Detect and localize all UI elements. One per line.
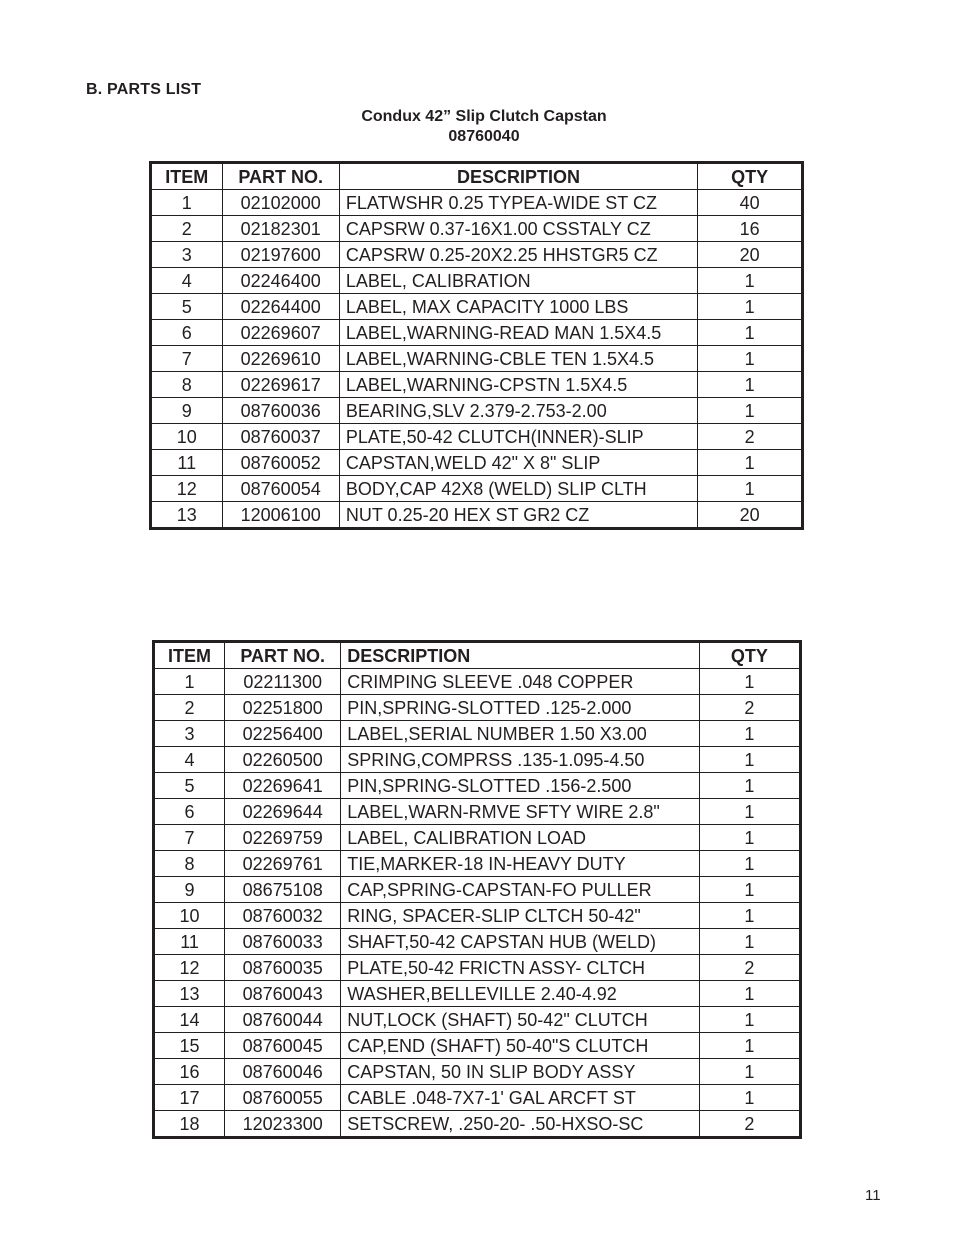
item-cell: 4 [154, 747, 225, 773]
table-row [154, 1085, 801, 1111]
item-cell: 1 [151, 190, 223, 216]
item-cell: 16 [154, 1059, 225, 1085]
header-part-no: PART NO. [222, 163, 339, 190]
table-row [154, 929, 801, 955]
table-row [151, 320, 803, 346]
header-part-no: PART NO. [225, 642, 341, 669]
part-number-cell: 02182301 [222, 216, 339, 242]
description-cell: PIN,SPRING-SLOTTED .156-2.500 [341, 773, 700, 799]
part-number-cell: 02260500 [225, 747, 341, 773]
qty-cell: 1 [699, 1007, 800, 1033]
part-number-cell: 08760037 [222, 424, 339, 450]
part-number-cell: 02246400 [222, 268, 339, 294]
description-cell: CAP,END (SHAFT) 50-40"S CLUTCH [341, 1033, 700, 1059]
qty-cell: 1 [699, 981, 800, 1007]
part-number-cell: 02256400 [225, 721, 341, 747]
part-number-cell: 02269607 [222, 320, 339, 346]
part-number-cell: 02269617 [222, 372, 339, 398]
qty-cell: 40 [698, 190, 803, 216]
part-number-cell: 08760043 [225, 981, 341, 1007]
table-row [154, 825, 801, 851]
table-row [154, 903, 801, 929]
qty-cell: 1 [699, 721, 800, 747]
description-cell: RING, SPACER-SLIP CLTCH 50-42" [341, 903, 700, 929]
item-cell: 5 [154, 773, 225, 799]
description-cell: NUT 0.25-20 HEX ST GR2 CZ [339, 502, 697, 529]
item-cell: 8 [151, 372, 223, 398]
item-cell: 17 [154, 1085, 225, 1111]
table-row [151, 216, 803, 242]
part-number-cell: 12006100 [222, 502, 339, 529]
item-cell: 12 [154, 955, 225, 981]
part-number-cell: 08760045 [225, 1033, 341, 1059]
table-row [154, 981, 801, 1007]
description-cell: CAPSRW 0.37-16X1.00 CSSTALY CZ [339, 216, 697, 242]
description-cell: LABEL, MAX CAPACITY 1000 LBS [339, 294, 697, 320]
description-cell: LABEL,WARN-RMVE SFTY WIRE 2.8" [341, 799, 700, 825]
table-row [154, 773, 801, 799]
description-cell: LABEL,WARNING-CBLE TEN 1.5X4.5 [339, 346, 697, 372]
item-cell: 9 [151, 398, 223, 424]
item-cell: 2 [151, 216, 223, 242]
qty-cell: 1 [698, 320, 803, 346]
qty-cell: 1 [698, 450, 803, 476]
table-row [151, 424, 803, 450]
qty-cell: 1 [698, 268, 803, 294]
table-row [151, 346, 803, 372]
qty-cell: 1 [698, 346, 803, 372]
item-cell: 13 [154, 981, 225, 1007]
document-part-number: 08760040 [448, 128, 520, 145]
part-number-cell: 02211300 [225, 669, 341, 695]
description-cell: CAP,SPRING-CAPSTAN-FO PULLER [341, 877, 700, 903]
document-title: Condux 42” Slip Clutch Capstan [361, 108, 607, 125]
description-cell: LABEL,SERIAL NUMBER 1.50 X3.00 [341, 721, 700, 747]
part-number-cell: 08760036 [222, 398, 339, 424]
part-number-cell: 02269641 [225, 773, 341, 799]
qty-cell: 2 [698, 424, 803, 450]
section-heading: B. PARTS LIST [86, 81, 202, 98]
qty-cell: 20 [698, 502, 803, 529]
description-cell: CAPSTAN, 50 IN SLIP BODY ASSY [341, 1059, 700, 1085]
header-description: DESCRIPTION [341, 642, 700, 669]
qty-cell: 1 [698, 372, 803, 398]
table-row [151, 190, 803, 216]
part-number-cell: 08760032 [225, 903, 341, 929]
item-cell: 6 [151, 320, 223, 346]
table-row [154, 1033, 801, 1059]
part-number-cell: 02264400 [222, 294, 339, 320]
description-cell: CRIMPING SLEEVE .048 COPPER [341, 669, 700, 695]
description-cell: PLATE,50-42 CLUTCH(INNER)-SLIP [339, 424, 697, 450]
header-qty: QTY [698, 163, 803, 190]
description-cell: NUT,LOCK (SHAFT) 50-42" CLUTCH [341, 1007, 700, 1033]
qty-cell: 1 [699, 877, 800, 903]
description-cell: LABEL, CALIBRATION LOAD [341, 825, 700, 851]
qty-cell: 2 [699, 695, 800, 721]
table-row [151, 450, 803, 476]
part-number-cell: 02251800 [225, 695, 341, 721]
table-row [154, 877, 801, 903]
qty-cell: 1 [699, 669, 800, 695]
qty-cell: 2 [699, 955, 800, 981]
description-cell: FLATWSHR 0.25 TYPEA-WIDE ST CZ [339, 190, 697, 216]
table-row [151, 476, 803, 502]
header-item: ITEM [154, 642, 225, 669]
header-item: ITEM [151, 163, 223, 190]
item-cell: 11 [154, 929, 225, 955]
page-number: 11 [865, 1187, 881, 1204]
table-row [151, 294, 803, 320]
item-cell: 12 [151, 476, 223, 502]
table-row [154, 851, 801, 877]
table-row [151, 398, 803, 424]
part-number-cell: 02269759 [225, 825, 341, 851]
part-number-cell: 08760035 [225, 955, 341, 981]
part-number-cell: 02269761 [225, 851, 341, 877]
item-cell: 1 [154, 669, 225, 695]
qty-cell: 1 [699, 773, 800, 799]
description-cell: BEARING,SLV 2.379-2.753-2.00 [339, 398, 697, 424]
item-cell: 11 [151, 450, 223, 476]
qty-cell: 1 [698, 476, 803, 502]
part-number-cell: 02269610 [222, 346, 339, 372]
description-cell: LABEL,WARNING-CPSTN 1.5X4.5 [339, 372, 697, 398]
table-row [154, 669, 801, 695]
part-number-cell: 08760052 [222, 450, 339, 476]
qty-cell: 20 [698, 242, 803, 268]
qty-cell: 1 [699, 825, 800, 851]
table-header-row [154, 642, 801, 669]
part-number-cell: 08675108 [225, 877, 341, 903]
table-row [151, 502, 803, 529]
qty-cell: 1 [699, 929, 800, 955]
item-cell: 10 [151, 424, 223, 450]
table-header-row [151, 163, 803, 190]
part-number-cell: 02269644 [225, 799, 341, 825]
item-cell: 13 [151, 502, 223, 529]
item-cell: 2 [154, 695, 225, 721]
qty-cell: 2 [699, 1111, 800, 1138]
item-cell: 9 [154, 877, 225, 903]
description-cell: SHAFT,50-42 CAPSTAN HUB (WELD) [341, 929, 700, 955]
part-number-cell: 08760054 [222, 476, 339, 502]
header-qty: QTY [699, 642, 800, 669]
item-cell: 4 [151, 268, 223, 294]
description-cell: CAPSTAN,WELD 42" X 8" SLIP [339, 450, 697, 476]
table-row [154, 747, 801, 773]
item-cell: 10 [154, 903, 225, 929]
item-cell: 18 [154, 1111, 225, 1138]
qty-cell: 1 [699, 1059, 800, 1085]
qty-cell: 1 [699, 1033, 800, 1059]
item-cell: 5 [151, 294, 223, 320]
table-row [154, 1059, 801, 1085]
item-cell: 3 [154, 721, 225, 747]
description-cell: SPRING,COMPRSS .135-1.095-4.50 [341, 747, 700, 773]
part-number-cell: 08760044 [225, 1007, 341, 1033]
item-cell: 14 [154, 1007, 225, 1033]
part-number-cell: 08760046 [225, 1059, 341, 1085]
item-cell: 7 [154, 825, 225, 851]
qty-cell: 1 [699, 903, 800, 929]
qty-cell: 1 [699, 799, 800, 825]
description-cell: TIE,MARKER-18 IN-HEAVY DUTY [341, 851, 700, 877]
part-number-cell: 02197600 [222, 242, 339, 268]
description-cell: PLATE,50-42 FRICTN ASSY- CLTCH [341, 955, 700, 981]
header-description: DESCRIPTION [339, 163, 697, 190]
qty-cell: 1 [698, 294, 803, 320]
table-row [154, 721, 801, 747]
part-number-cell: 08760055 [225, 1085, 341, 1111]
table-row [151, 242, 803, 268]
description-cell: SETSCREW, .250-20- .50-HXSO-SC [341, 1111, 700, 1138]
part-number-cell: 02102000 [222, 190, 339, 216]
qty-cell: 16 [698, 216, 803, 242]
description-cell: CABLE .048-7X7-1' GAL ARCFT ST [341, 1085, 700, 1111]
description-cell: LABEL, CALIBRATION [339, 268, 697, 294]
description-cell: WASHER,BELLEVILLE 2.40-4.92 [341, 981, 700, 1007]
item-cell: 8 [154, 851, 225, 877]
table-row [154, 1007, 801, 1033]
qty-cell: 1 [699, 851, 800, 877]
table-row [154, 955, 801, 981]
qty-cell: 1 [699, 747, 800, 773]
table-row [151, 268, 803, 294]
table-row [154, 1111, 801, 1138]
description-cell: CAPSRW 0.25-20X2.25 HHSTGR5 CZ [339, 242, 697, 268]
qty-cell: 1 [698, 398, 803, 424]
item-cell: 3 [151, 242, 223, 268]
part-number-cell: 12023300 [225, 1111, 341, 1138]
item-cell: 15 [154, 1033, 225, 1059]
parts-table-clutch-assembly [152, 640, 802, 1139]
description-cell: BODY,CAP 42X8 (WELD) SLIP CLTH [339, 476, 697, 502]
parts-table-main [149, 161, 804, 530]
table-row [154, 799, 801, 825]
part-number-cell: 08760033 [225, 929, 341, 955]
table-row [154, 695, 801, 721]
item-cell: 7 [151, 346, 223, 372]
item-cell: 6 [154, 799, 225, 825]
table-row [151, 372, 803, 398]
qty-cell: 1 [699, 1085, 800, 1111]
description-cell: LABEL,WARNING-READ MAN 1.5X4.5 [339, 320, 697, 346]
description-cell: PIN,SPRING-SLOTTED .125-2.000 [341, 695, 700, 721]
